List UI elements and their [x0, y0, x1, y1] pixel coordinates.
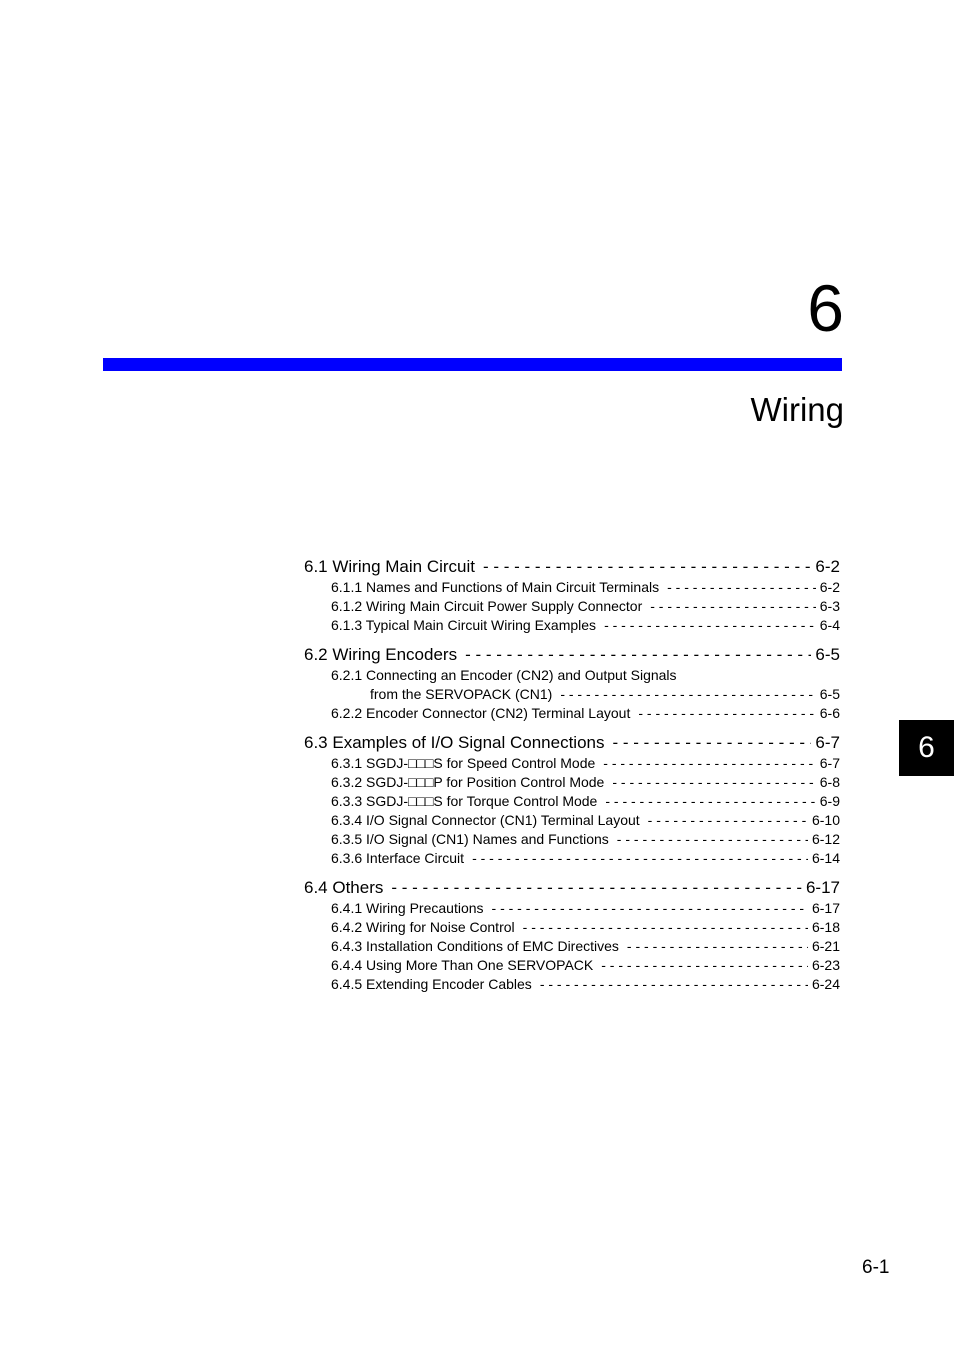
toc-subentry[interactable] — [304, 975, 840, 994]
toc-leader-dots — [612, 773, 815, 792]
toc-leader-dots — [560, 685, 815, 704]
toc-subentry-page: 6-2 — [819, 579, 840, 595]
toc-subentry-page: 6-21 — [811, 938, 840, 954]
toc-subentry[interactable] — [304, 937, 840, 956]
toc-entry-title: 6.1 Wiring Main Circuit — [304, 557, 475, 576]
toc-subentry-page: 6-9 — [819, 793, 840, 809]
toc-subentry-continuation[interactable] — [304, 685, 840, 704]
toc-subentry-title: 6.3.3 SGDJ-□□□S for Torque Control Mode — [331, 793, 598, 809]
toc-entry-page: 6-17 — [805, 878, 840, 897]
toc-subentry[interactable] — [304, 792, 840, 811]
toc-subentry-title: 6.3.2 SGDJ-□□□P for Position Control Mode — [331, 774, 605, 790]
toc-subentry-title: 6.3.4 I/O Signal Connector (CN1) Terminal Layout — [331, 812, 640, 828]
toc-subentry[interactable] — [304, 811, 840, 830]
toc-subentry-title: from the SERVOPACK (CN1) — [370, 686, 553, 702]
toc-subentry-page: 6-5 — [819, 686, 840, 702]
toc-leader-dots — [483, 556, 811, 578]
toc-subentry[interactable] — [304, 849, 840, 868]
toc-leader-dots — [472, 849, 808, 868]
toc-subentry-title: 6.3.6 Interface Circuit — [331, 850, 465, 866]
toc-entry-title: 6.3 Examples of I/O Signal Connections — [304, 733, 605, 752]
toc-leader-dots — [603, 754, 816, 773]
toc-leader-dots — [627, 937, 808, 956]
toc-entry-title: 6.2 Wiring Encoders — [304, 645, 458, 664]
page-number: 6-1 — [862, 1257, 890, 1278]
toc-subentry[interactable] — [304, 616, 840, 635]
toc-subentry[interactable] — [304, 918, 840, 937]
toc-subentry-title: 6.3.1 SGDJ-□□□S for Speed Control Mode — [331, 755, 596, 771]
toc-leader-dots — [492, 899, 808, 918]
toc-subentry-page: 6-14 — [811, 850, 840, 866]
toc-leader-dots — [391, 877, 802, 899]
toc-subentry-title: 6.2.2 Encoder Connector (CN2) Terminal Layout — [331, 705, 631, 721]
toc-leader-dots — [601, 956, 808, 975]
toc-subentry[interactable] — [304, 597, 840, 616]
toc-subentry-title: 6.4.2 Wiring for Noise Control — [331, 919, 515, 935]
toc-entry[interactable] — [304, 644, 840, 666]
toc-subentry-page: 6-6 — [819, 705, 840, 721]
chapter-number: 6 — [807, 271, 844, 345]
toc-leader-dots — [523, 918, 808, 937]
toc-entry-page: 6-5 — [815, 645, 840, 664]
toc-subentry-page: 6-3 — [819, 598, 840, 614]
toc-subentry-title: 6.4.5 Extending Encoder Cables — [331, 976, 532, 992]
toc-subentry[interactable] — [304, 578, 840, 597]
toc-leader-dots — [613, 732, 812, 754]
toc-subentry-title: 6.1.3 Typical Main Circuit Wiring Examples — [331, 617, 597, 633]
toc-subentry[interactable] — [304, 830, 840, 849]
toc-subentry-page: 6-10 — [811, 812, 840, 828]
toc-entry-title: 6.4 Others — [304, 878, 384, 897]
toc-subentry[interactable] — [304, 773, 840, 792]
toc-entry[interactable] — [304, 556, 840, 578]
toc-section-6-1 — [304, 556, 840, 635]
toc-subentry-page: 6-18 — [811, 919, 840, 935]
toc-leader-dots — [617, 830, 808, 849]
toc-subentry[interactable] — [304, 956, 840, 975]
toc-leader-dots — [638, 704, 815, 723]
toc-entry[interactable] — [304, 732, 840, 754]
toc-subentry-title: 6.2.1 Connecting an Encoder (CN2) and Output Signals — [331, 667, 677, 683]
toc-leader-dots — [605, 792, 815, 811]
toc-subentry-page: 6-7 — [819, 755, 840, 771]
toc-subentry[interactable] — [304, 754, 840, 773]
toc-subentry-page: 6-17 — [811, 900, 840, 916]
toc-section-6-4 — [304, 877, 840, 994]
toc-entry-page: 6-7 — [815, 733, 840, 752]
toc-subentry-title: 6.4.1 Wiring Precautions — [331, 900, 484, 916]
toc-subentry[interactable] — [304, 704, 840, 723]
toc-subentry-title: 6.1.2 Wiring Main Circuit Power Supply Connector — [331, 598, 643, 614]
toc-leader-dots — [465, 644, 811, 666]
toc-leader-dots — [540, 975, 808, 994]
toc-leader-dots — [648, 811, 808, 830]
chapter-divider-bar — [103, 358, 842, 371]
toc-leader-dots — [604, 616, 816, 635]
chapter-title: Wiring — [750, 391, 844, 428]
toc-subentry-page: 6-23 — [811, 957, 840, 973]
toc-entry[interactable] — [304, 877, 840, 899]
toc-subentry-title: 6.4.4 Using More Than One SERVOPACK — [331, 957, 594, 973]
chapter-side-tab[interactable]: 6 — [899, 720, 954, 776]
toc-subentry-title: 6.3.5 I/O Signal (CN1) Names and Functions — [331, 831, 609, 847]
toc-subentry-page: 6-4 — [819, 617, 840, 633]
toc-subentry-title: 6.4.3 Installation Conditions of EMC Directives — [331, 938, 619, 954]
table-of-contents — [304, 556, 840, 1003]
toc-leader-dots — [667, 578, 816, 597]
toc-subentry-page: 6-8 — [819, 774, 840, 790]
toc-subentry-page: 6-12 — [811, 831, 840, 847]
toc-subentry[interactable] — [304, 666, 840, 685]
toc-leader-dots — [650, 597, 816, 616]
toc-entry-page: 6-2 — [815, 557, 840, 576]
toc-subentry-title: 6.1.1 Names and Functions of Main Circuit Terminals — [331, 579, 660, 595]
toc-section-6-3 — [304, 732, 840, 868]
toc-section-6-2 — [304, 644, 840, 723]
toc-subentry-page: 6-24 — [811, 976, 840, 992]
toc-subentry[interactable] — [304, 899, 840, 918]
